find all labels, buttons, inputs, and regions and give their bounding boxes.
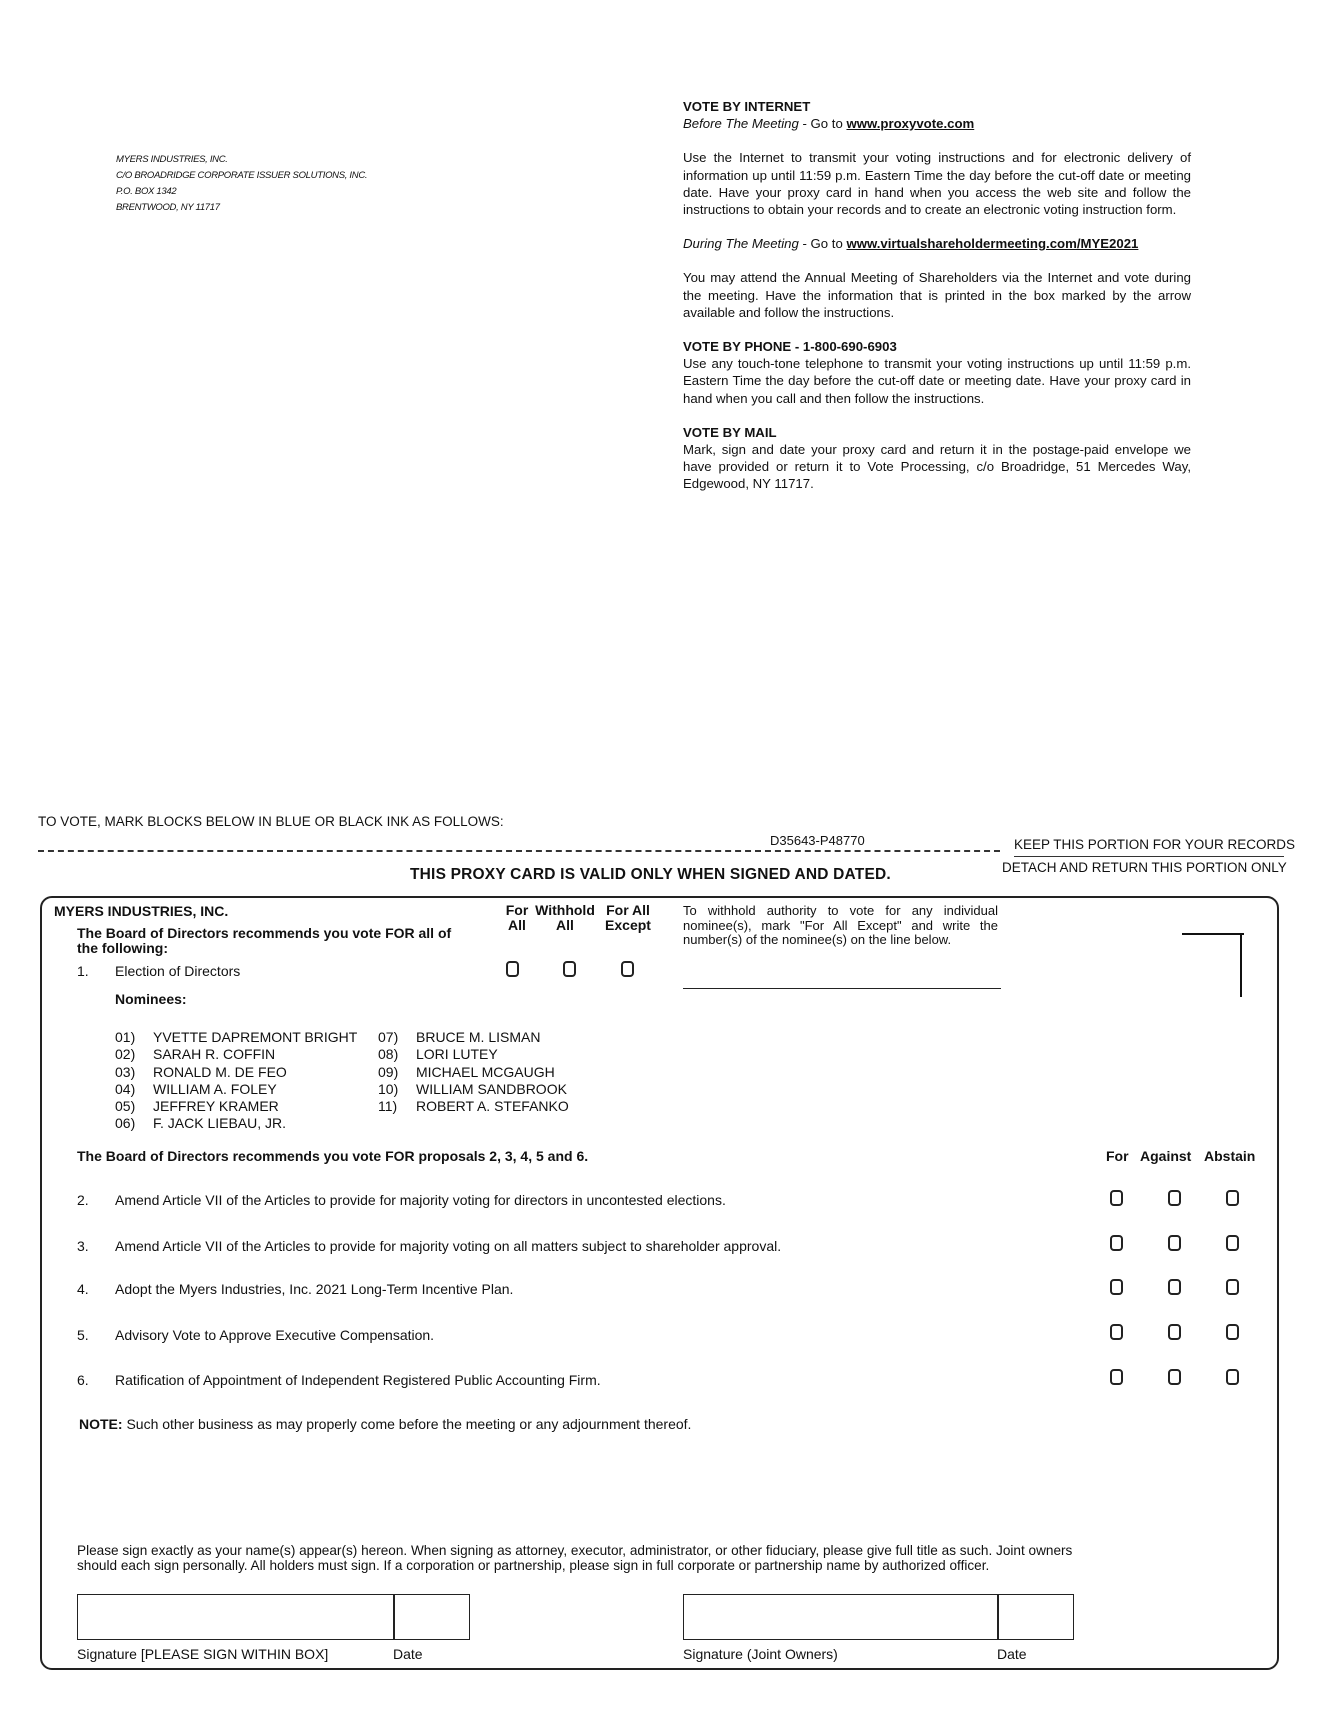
joint-signature-box[interactable] [683, 1594, 999, 1640]
proposal-number: 5. [77, 1327, 89, 1343]
nominee: 05) JEFFREY KRAMER [115, 1098, 279, 1115]
nominee-list-right [378, 1029, 569, 1115]
nominee: 08) LORI LUTEY [378, 1046, 498, 1063]
keep-portion-label: KEEP THIS PORTION FOR YOUR RECORDS [1014, 837, 1296, 852]
detach-line [38, 850, 1000, 852]
address-line: P.O. BOX 1342 [116, 186, 177, 197]
note-label: NOTE: [79, 1416, 123, 1432]
nominee: 09) MICHAEL MCGAUGH [378, 1063, 555, 1080]
proposal-4-abstain-checkbox[interactable] [1226, 1279, 1239, 1295]
note [79, 1416, 691, 1432]
for-all-checkbox[interactable] [506, 961, 519, 977]
portion-divider [1014, 856, 1284, 857]
proposal-number: 2. [77, 1192, 89, 1208]
mail-title: VOTE BY MAIL [683, 424, 777, 440]
internet-title: VOTE BY INTERNET [683, 99, 811, 114]
nominee-list-left [115, 1029, 357, 1133]
nominee: 04) WILLIAM A. FOLEY [115, 1080, 277, 1097]
signing-instructions: Please sign exactly as your name(s) appear(s) hereon. When signing as attorney, executor, administrator, or other fiduciary, please give full title as such. Joint owners should each sign personally. All holders must sign. If a corporation or partnership, please sign in full corporate or partnership name by authorized officer. [77, 1543, 1073, 1573]
nominee: 10) WILLIAM SANDBROOK [378, 1080, 567, 1097]
company-name: MYERS INDUSTRIES, INC. [54, 903, 229, 919]
joint-date-label: Date [997, 1646, 1027, 1662]
validity-notice: THIS PROXY CARD IS VALID ONLY WHEN SIGNED AND DATED. [410, 866, 891, 883]
internet-text: Use the Internet to transmit your voting instructions and for electronic delivery of information up until 11:59 p.m. Eastern Time the day before the cut-off date or meeting date. Have your proxy card in hand when you access the web site and follow the instructions to obtain your records and to create an electronic voting instruction form. [683, 150, 1191, 218]
mail-text: Mark, sign and date your proxy card and return it in the postage-paid envelope we have provided or return it to Vote Processing, c/o Broadridge, 51 Mercedes Way, Edgewood, NY 11717. [683, 442, 1191, 492]
address-line: MYERS INDUSTRIES, INC. [116, 154, 228, 165]
election-of-directors: Election of Directors [115, 963, 241, 979]
note-text: Such other business as may properly come before the meeting or any adjournment thereof. [122, 1416, 692, 1432]
proposal-4-for-checkbox[interactable] [1110, 1279, 1123, 1295]
item-number: 1. [77, 963, 89, 979]
arrow-box-corner [1240, 933, 1242, 997]
proposal-number: 6. [77, 1372, 89, 1388]
col-against: Against [1140, 1148, 1192, 1164]
before-goto: - Go to [798, 116, 847, 132]
proposal-2-against-checkbox[interactable] [1168, 1190, 1181, 1206]
proposal-6-abstain-checkbox[interactable] [1226, 1369, 1239, 1385]
virtual-meeting-link[interactable]: www.virtualshareholdermeeting.com/MYE2021 [846, 236, 1139, 252]
proposal-2-for-checkbox[interactable] [1110, 1190, 1123, 1206]
ink-instruction: TO VOTE, MARK BLOCKS BELOW IN BLUE OR BLACK INK AS FOLLOWS: [38, 814, 504, 829]
phone-title: VOTE BY PHONE - 1-800-690-6903 [683, 339, 897, 355]
proposal-number: 3. [77, 1238, 89, 1254]
proposal-5-against-checkbox[interactable] [1168, 1324, 1181, 1340]
proposal-3-abstain-checkbox[interactable] [1226, 1235, 1239, 1251]
control-code: D35643-P48770 [770, 833, 865, 848]
proposal-text: Amend Article VII of the Articles to provide for majority voting for directors in uncontested elections. [115, 1192, 726, 1208]
board-recommendation-2: The Board of Directors recommends you vote FOR proposals 2, 3, 4, 5 and 6. [77, 1148, 589, 1164]
proposal-3-for-checkbox[interactable] [1110, 1235, 1123, 1251]
joint-signature-label: Signature (Joint Owners) [683, 1646, 838, 1662]
withhold-all-checkbox[interactable] [563, 961, 576, 977]
proposal-6-for-checkbox[interactable] [1110, 1369, 1123, 1385]
proposal-text: Adopt the Myers Industries, Inc. 2021 Long-Term Incentive Plan. [115, 1281, 514, 1297]
detach-portion-label: DETACH AND RETURN THIS PORTION ONLY [1002, 860, 1287, 875]
before-meeting-line [683, 115, 1191, 132]
col-withhold-all: Withhold All [535, 902, 595, 933]
proposal-5-abstain-checkbox[interactable] [1226, 1324, 1239, 1340]
address-line: BRENTWOOD, NY 11717 [116, 202, 220, 213]
withhold-nominee-line[interactable] [683, 988, 1001, 989]
arrow-box-corner [1182, 933, 1244, 935]
col-for-all: For All [505, 902, 529, 933]
col-for: For [1106, 1148, 1129, 1164]
proposal-text: Advisory Vote to Approve Executive Compensation. [115, 1327, 435, 1343]
nominees-label: Nominees: [115, 991, 187, 1007]
proposal-6-against-checkbox[interactable] [1168, 1369, 1181, 1385]
nominee: 07) BRUCE M. LISMAN [378, 1029, 541, 1045]
nominee: 02) SARAH R. COFFIN [115, 1046, 276, 1063]
withhold-instructions: To withhold authority to vote for any individual nominee(s), mark "For All Except" and write the number(s) of the nominee(s) on the line below. [683, 903, 998, 947]
during-meeting-line [683, 235, 1191, 252]
col-for-all-except: For All Except [605, 902, 651, 933]
signature-label: Signature [PLEASE SIGN WITHIN BOX] [77, 1646, 329, 1662]
proposal-text: Ratification of Appointment of Independent Registered Public Accounting Firm. [115, 1372, 601, 1388]
signature-box[interactable] [77, 1594, 395, 1640]
voting-instructions [683, 98, 1191, 493]
joint-date-box[interactable] [997, 1594, 1074, 1640]
nominee: 11) ROBERT A. STEFANKO [378, 1098, 569, 1115]
proposal-4-against-checkbox[interactable] [1168, 1279, 1181, 1295]
during-goto: - Go to [798, 236, 847, 252]
proposal-number: 4. [77, 1281, 89, 1297]
during-meeting-label: During The Meeting [683, 236, 799, 252]
return-address [116, 152, 367, 216]
date-box[interactable] [393, 1594, 470, 1640]
date-label: Date [393, 1646, 423, 1662]
nominee: 01) YVETTE DAPREMONT BRIGHT [115, 1029, 358, 1045]
board-recommendation-1: The Board of Directors recommends you vote FOR all of the following: [77, 925, 452, 956]
address-line: C/O BROADRIDGE CORPORATE ISSUER SOLUTIONS, INC. [116, 170, 368, 181]
proxyvote-link[interactable]: www.proxyvote.com [846, 116, 975, 132]
proposal-3-against-checkbox[interactable] [1168, 1235, 1181, 1251]
nominee: 06) F. JACK LIEBAU, JR. [115, 1115, 287, 1132]
before-meeting-label: Before The Meeting [683, 116, 799, 132]
during-text: You may attend the Annual Meeting of Shareholders via the Internet and vote during the meeting. Have the information that is printed in the box marked by the arrow available and follow the instructions. [683, 270, 1191, 320]
proposal-text: Amend Article VII of the Articles to provide for majority voting on all matters subject to shareholder approval. [115, 1238, 782, 1254]
phone-text: Use any touch-tone telephone to transmit your voting instructions up until 11:59 p.m. Eastern Time the day before the cut-off date or meeting date. Have your proxy card in hand when you call and then follow the instructions. [683, 356, 1191, 406]
proposal-2-abstain-checkbox[interactable] [1226, 1190, 1239, 1206]
for-all-except-checkbox[interactable] [621, 961, 634, 977]
proposal-5-for-checkbox[interactable] [1110, 1324, 1123, 1340]
col-abstain: Abstain [1204, 1148, 1256, 1164]
nominee: 03) RONALD M. DE FEO [115, 1063, 287, 1080]
